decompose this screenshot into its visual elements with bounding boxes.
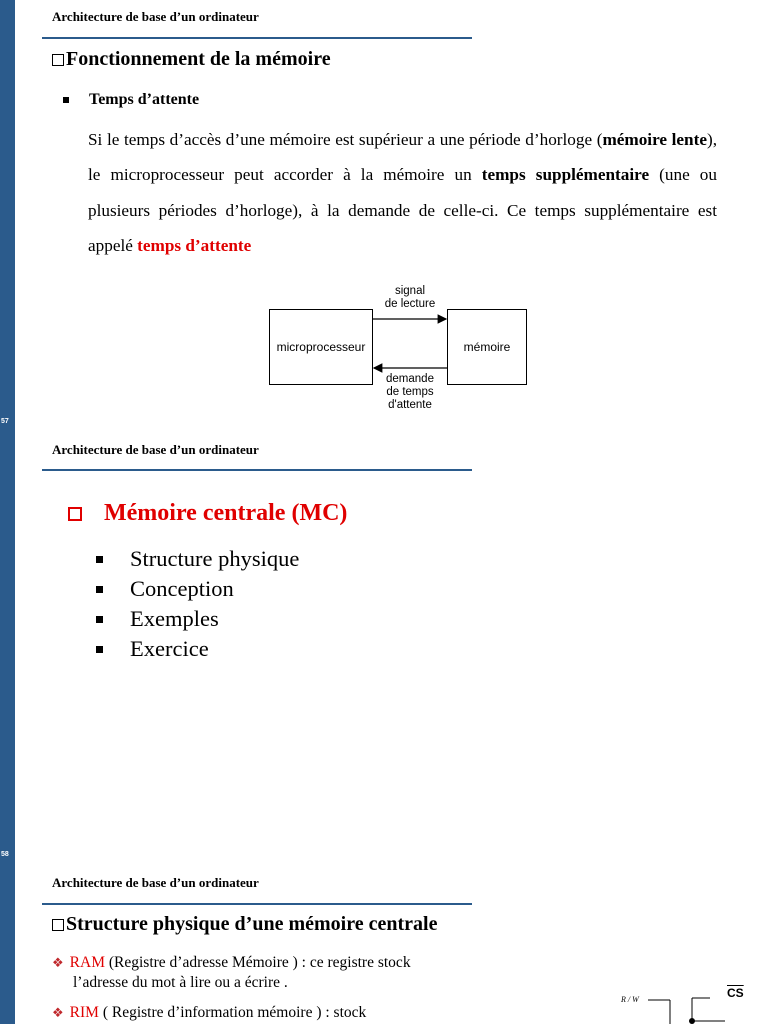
diamond-bullet-icon: ❖ — [52, 1005, 64, 1020]
page-number: 58 — [1, 851, 9, 858]
running-header: Architecture de base d’un ordinateur — [52, 875, 259, 890]
checkbox-icon — [52, 919, 64, 931]
highlight-term: temps d’attente — [137, 235, 252, 255]
text-run: ), le microprocesseur peut accorder à la mémoire un — [88, 130, 717, 185]
wait-request-label — [370, 373, 450, 412]
text-run: (une ou plusieurs périodes d’horloge), à la demande de celle-ci. Ce temps supplémentaire est appelé — [88, 165, 717, 255]
bold-term: mémoire lente — [602, 130, 707, 149]
section-title-text: Fonctionnement de la mémoire — [66, 48, 331, 70]
memory-box: mémoire — [447, 309, 527, 385]
list-item-text: Exercice — [130, 636, 209, 661]
label-line: signal — [394, 285, 426, 297]
memory-wait-diagram — [260, 282, 540, 422]
running-header: Architecture de base d’un ordinateur — [52, 442, 259, 457]
square-bullet-icon — [63, 97, 69, 103]
list-item — [52, 953, 411, 993]
memory-control-lines — [640, 996, 750, 1024]
square-bullet-icon — [96, 556, 103, 563]
label-line: de temps — [386, 386, 434, 398]
label-line: demande — [386, 373, 434, 385]
list-item — [96, 544, 299, 574]
header-rule — [42, 903, 472, 905]
microprocessor-box: microprocesseur — [269, 309, 373, 385]
section-title — [52, 913, 437, 936]
list-item-text: Structure physique — [130, 546, 300, 571]
paragraph — [88, 122, 717, 263]
list-item-text: Exemples — [130, 606, 219, 631]
list-item-text: Conception — [130, 576, 234, 601]
page-number: 57 — [1, 418, 9, 425]
label-line: de lecture — [384, 298, 436, 310]
list-item — [96, 574, 299, 604]
bullet-item — [63, 91, 199, 109]
checkbox-icon — [52, 54, 64, 66]
section-title-text: Structure physique d’une mémoire centrale — [66, 913, 438, 935]
header-rule — [42, 469, 472, 471]
running-header: Architecture de base d’un ordinateur — [52, 9, 259, 24]
bold-term: temps supplémentaire — [481, 165, 650, 185]
square-bullet-icon — [96, 586, 103, 593]
term-label: RIM — [69, 1004, 99, 1021]
text-run: Si le temps d’accès d’une mémoire est supérieur a une période d’horloge ( — [88, 130, 603, 149]
square-bullet-icon — [96, 616, 103, 623]
term-text: ( Registre d’information mémoire ) : stock — [98, 1004, 367, 1021]
term-label: RAM — [69, 954, 105, 971]
term-text-continued: l’adresse du mot à lire ou a écrire . — [73, 974, 288, 991]
term-text: (Registre d’adresse Mémoire ) : ce registre stock — [104, 954, 411, 971]
square-bullet-icon — [96, 646, 103, 653]
topic-list — [96, 544, 299, 664]
cs-signal-label: $\overline{CS}$ — [727, 986, 744, 1000]
header-rule — [42, 37, 472, 39]
read-signal-label — [373, 285, 447, 311]
bullet-text: Temps d’attente — [89, 91, 200, 108]
list-item — [96, 604, 299, 634]
label-line: d'attente — [388, 399, 432, 411]
side-bar — [0, 0, 15, 1024]
list-item — [96, 634, 299, 664]
checkbox-icon — [68, 507, 82, 521]
diamond-bullet-icon: ❖ — [52, 955, 64, 970]
section-title — [68, 500, 347, 527]
section-title-text: Mémoire centrale (MC) — [104, 500, 348, 526]
section-title — [52, 48, 331, 71]
rw-signal-label: R / W — [621, 995, 639, 1004]
list-item — [52, 1003, 366, 1023]
